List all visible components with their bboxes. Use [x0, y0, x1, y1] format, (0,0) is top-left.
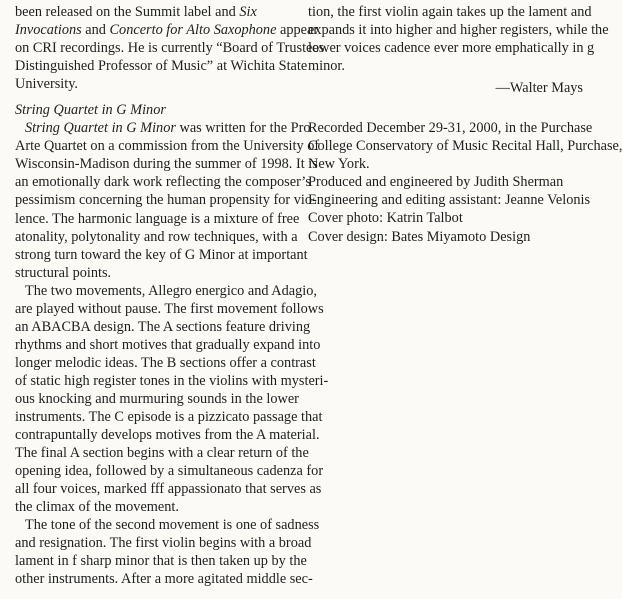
- text-line: Arte Quartet on a commission from the University of: [15, 138, 320, 155]
- text-line: atonality, polytonality and row techniques, with a: [15, 228, 298, 245]
- text-fragment: appear: [280, 22, 319, 39]
- text-fragment: and: [85, 22, 106, 39]
- text-line: tion, the first violin again takes up the lament and: [308, 4, 592, 20]
- text-line: University.: [15, 76, 79, 93]
- text-line: all four voices, marked fff appassionato that serves as: [15, 481, 322, 498]
- italic-title: Six: [239, 4, 257, 20]
- text-line: contrapuntally develops motives from the A material.: [15, 427, 320, 444]
- text-fragment: been released on the Summit label and: [15, 4, 236, 20]
- text-line: longer melodic ideas. The B sections offer a contrast: [15, 354, 316, 371]
- credit-line: Cover design: Bates Miyamoto Design: [308, 228, 531, 245]
- text-line: lower voices cadence ever more emphatically in g: [308, 40, 595, 57]
- right-column: [308, 3, 622, 246]
- text-line: pessimism concerning the human propensity for vio-: [15, 192, 317, 209]
- italic-title: String Quartet in G Minor: [25, 120, 176, 137]
- credit-line: New York.: [308, 156, 370, 173]
- text-line: are played without pause. The first movement follows: [15, 300, 324, 317]
- text-line: The tone of the second movement is one of sadness: [25, 517, 320, 534]
- credit-line: Engineering and editing assistant: Jeanne Velonis: [308, 192, 591, 209]
- left-column: [15, 3, 329, 589]
- text-line: minor.: [308, 58, 345, 75]
- text-line: on CRI recordings. He is currently “Board of Trustees: [15, 40, 325, 57]
- section-heading: [15, 101, 290, 119]
- text-line: the climax of the movement.: [15, 499, 179, 516]
- text-line: [15, 119, 311, 137]
- text-line: Wisconsin-Madison during the summer of 1998. It is: [15, 156, 318, 173]
- text-line: lament in f sharp minor that is then taken up by the: [15, 553, 307, 570]
- credit-line: College Conservatory of Music Recital Hall, Purchase,: [308, 138, 622, 155]
- text-fragment: was written for the Pro: [179, 120, 311, 137]
- text-line: structural points.: [15, 264, 112, 281]
- author-signature: —Walter Mays: [495, 80, 583, 97]
- section-heading-text: String Quartet in G Minor: [15, 102, 166, 119]
- text-line: other instruments. After a more agitated middle sec-: [15, 571, 313, 588]
- text-line: an emotionally dark work reflecting the composer’s: [15, 174, 311, 191]
- text-line: an ABACBA design. The A sections feature driving: [15, 318, 311, 335]
- italic-title: Invocations: [15, 22, 82, 39]
- text-line: instruments. The C episode is a pizzicato passage that: [15, 409, 323, 426]
- text-line: strong turn toward the key of G Minor at important: [15, 246, 308, 263]
- text-line: lence. The harmonic language is a mixture of free: [15, 210, 300, 227]
- text-line: rhythms and short motives that gradually expand into: [15, 336, 321, 353]
- text-line: opening idea, followed by a simultaneous cadenza for: [15, 463, 324, 480]
- paragraph-gap: [15, 93, 290, 101]
- credit-line: Produced and engineered by Judith Sherman: [308, 174, 564, 191]
- text-line: Distinguished Professor of Music” at Wichita State: [15, 58, 308, 75]
- italic-title: Concerto for Alto Saxophone: [109, 22, 277, 39]
- text-line: The final A section begins with a clear return of the: [15, 445, 309, 462]
- text-line: expands it into higher and higher registers, while the: [308, 22, 609, 39]
- text-line: [15, 21, 319, 39]
- credit-line: Recorded December 29-31, 2000, in the Purchase: [308, 120, 593, 137]
- text-line: [15, 3, 290, 21]
- text-line: of static high register tones in the violins with mysteri-: [15, 372, 329, 389]
- credit-line: Cover photo: Katrin Talbot: [308, 210, 463, 227]
- text-line: and resignation. The first violin begins with a broad: [15, 535, 312, 552]
- text-line: ous knocking and murmuring sounds in the lower: [15, 390, 299, 407]
- text-line: The two movements, Allegro energico and Adagio,: [25, 282, 317, 299]
- paragraph-gap: [308, 97, 583, 119]
